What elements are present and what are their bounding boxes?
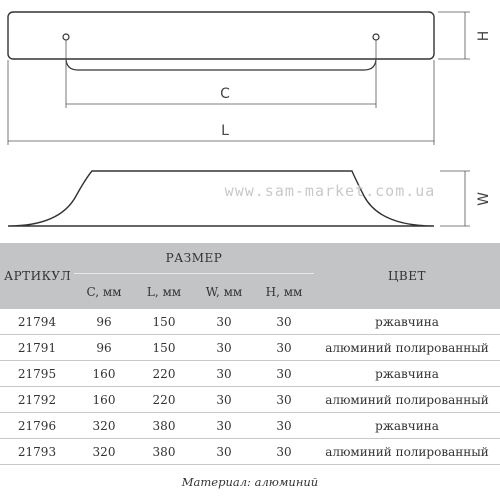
l-cell: 380 bbox=[134, 413, 194, 439]
h-cell: 30 bbox=[254, 309, 314, 335]
c-cell: 160 bbox=[74, 361, 134, 387]
c-cell: 320 bbox=[74, 439, 134, 465]
center-distance-label: C bbox=[220, 86, 230, 102]
h-cell: 30 bbox=[254, 361, 314, 387]
c-cell: 160 bbox=[74, 387, 134, 413]
specifications-table bbox=[0, 243, 500, 465]
w-cell: 30 bbox=[194, 361, 254, 387]
table-row bbox=[0, 309, 500, 335]
color-cell: алюминий полированный bbox=[314, 387, 500, 413]
h-cell: 30 bbox=[254, 335, 314, 361]
article-cell: 21796 bbox=[0, 413, 74, 439]
w-cell: 30 bbox=[194, 309, 254, 335]
width-dim-label: W bbox=[476, 192, 492, 206]
table-row bbox=[0, 413, 500, 439]
table-row bbox=[0, 439, 500, 465]
handle-front-outline bbox=[8, 12, 434, 59]
h-column-header: H, мм bbox=[254, 274, 314, 310]
color-cell: алюминий полированный bbox=[314, 335, 500, 361]
l-cell: 380 bbox=[134, 439, 194, 465]
article-column-header: АРТИКУЛ bbox=[0, 243, 74, 309]
c-cell: 320 bbox=[74, 413, 134, 439]
color-cell: ржавчина bbox=[314, 309, 500, 335]
color-column-header: ЦВЕТ bbox=[314, 243, 500, 309]
c-cell: 96 bbox=[74, 309, 134, 335]
l-cell: 150 bbox=[134, 335, 194, 361]
w-cell: 30 bbox=[194, 439, 254, 465]
table-header-row bbox=[0, 243, 500, 274]
h-cell: 30 bbox=[254, 439, 314, 465]
article-cell: 21791 bbox=[0, 335, 74, 361]
l-cell: 220 bbox=[134, 361, 194, 387]
h-cell: 30 bbox=[254, 387, 314, 413]
table-row bbox=[0, 335, 500, 361]
length-label: L bbox=[221, 123, 229, 139]
w-cell: 30 bbox=[194, 413, 254, 439]
l-cell: 150 bbox=[134, 309, 194, 335]
w-cell: 30 bbox=[194, 335, 254, 361]
color-cell: алюминий полированный bbox=[314, 439, 500, 465]
c-cell: 96 bbox=[74, 335, 134, 361]
size-group-header: РАЗМЕР bbox=[74, 243, 314, 274]
handle-inner-lip bbox=[66, 58, 376, 70]
material-note: Материал: алюминий bbox=[181, 475, 319, 489]
c-column-header: C, мм bbox=[74, 274, 134, 310]
h-cell: 30 bbox=[254, 413, 314, 439]
article-cell: 21795 bbox=[0, 361, 74, 387]
height-dim-label: H bbox=[476, 30, 492, 42]
color-cell: ржавчина bbox=[314, 413, 500, 439]
l-cell: 220 bbox=[134, 387, 194, 413]
color-cell: ржавчина bbox=[314, 361, 500, 387]
l-column-header: L, мм bbox=[134, 274, 194, 310]
article-cell: 21794 bbox=[0, 309, 74, 335]
w-cell: 30 bbox=[194, 387, 254, 413]
article-cell: 21792 bbox=[0, 387, 74, 413]
width-dimension bbox=[440, 171, 470, 226]
w-column-header: W, мм bbox=[194, 274, 254, 310]
table-row bbox=[0, 361, 500, 387]
article-cell: 21793 bbox=[0, 439, 74, 465]
mounting-hole-right bbox=[373, 34, 379, 40]
mounting-hole-left bbox=[63, 34, 69, 40]
handle-technical-drawing bbox=[0, 0, 500, 240]
watermark-text: www.sam-market.com.ua bbox=[224, 182, 436, 200]
table-row bbox=[0, 387, 500, 413]
height-dimension bbox=[438, 12, 470, 59]
